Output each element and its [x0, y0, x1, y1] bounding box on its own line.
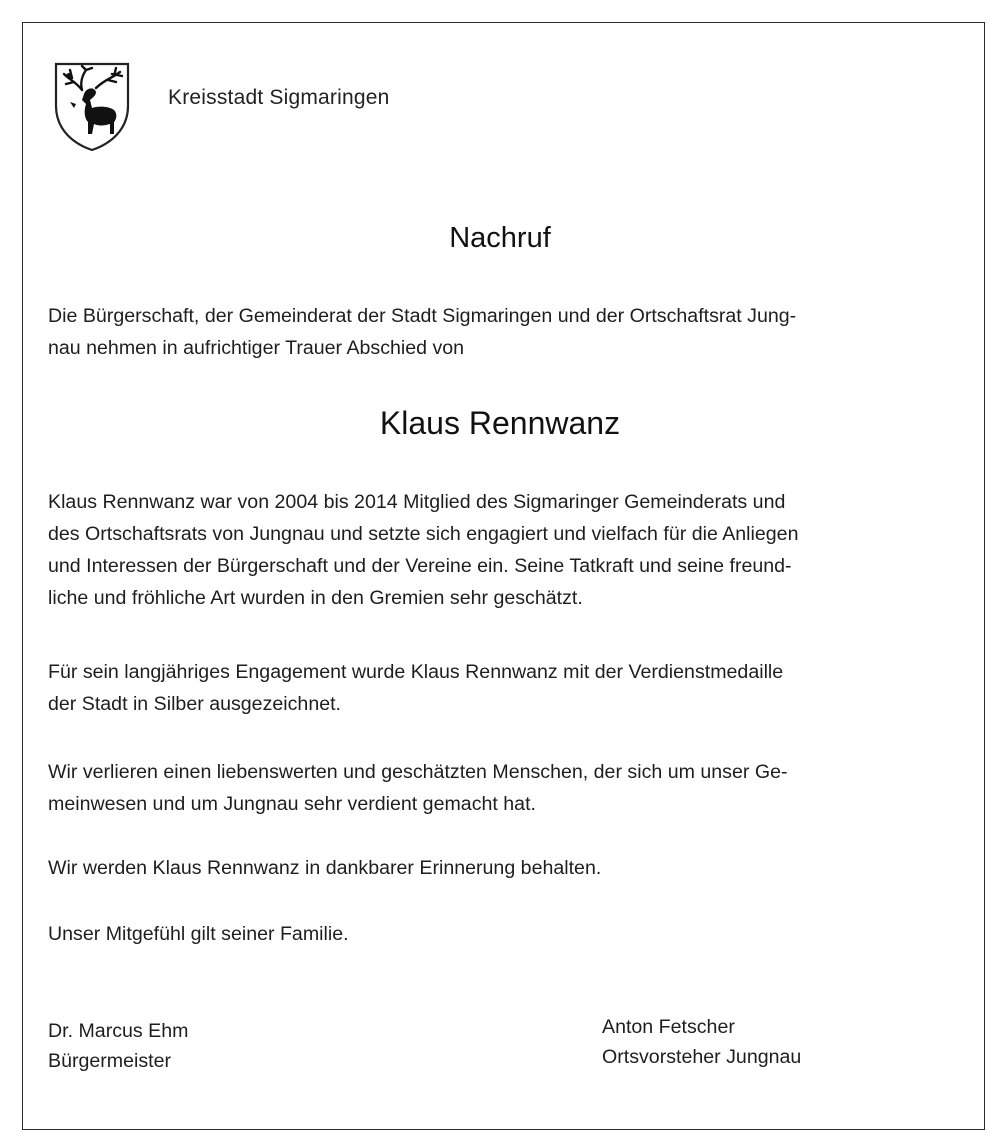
deceased-name: Klaus Rennwanz — [379, 405, 621, 441]
signatory-role: Bürgermeister — [48, 1050, 172, 1072]
paragraph-line: Klaus Rennwanz war von 2004 bis 2014 Mitglied des Sigmaringer Gemeinderats und — [48, 491, 786, 513]
paragraph-line: des Ortschaftsrats von Jungnau und setzte sich engagiert und vielfach für die Anliegen — [48, 523, 799, 545]
signature-right — [602, 1012, 801, 1072]
paragraph-line: Für sein langjähriges Engagement wurde Klaus Rennwanz mit der Verdienstmedaille — [48, 661, 784, 683]
town-name: Kreisstadt Sigmaringen — [168, 86, 390, 109]
memory-paragraph — [48, 852, 968, 884]
tribute-paragraph — [48, 486, 968, 614]
award-paragraph — [48, 656, 968, 720]
loss-paragraph — [48, 756, 968, 820]
paragraph-line: Wir verlieren einen liebenswerten und geschätzten Menschen, der sich um unser Ge- — [48, 761, 788, 783]
condolence-paragraph — [48, 918, 968, 950]
paragraph-line: Unser Mitgefühl gilt seiner Familie. — [48, 923, 349, 945]
paragraph-line: der Stadt in Silber ausgezeichnet. — [48, 693, 341, 715]
intro-paragraph — [48, 300, 968, 364]
signatory-name: Anton Fetscher — [602, 1016, 735, 1038]
paragraph-line: liche und fröhliche Art wurden in den Gremien sehr geschätzt. — [48, 587, 583, 609]
paragraph-line: Wir werden Klaus Rennwanz in dankbarer Erinnerung behalten. — [48, 857, 602, 879]
paragraph-line: und Interessen der Bürgerschaft und der Vereine ein. Seine Tatkraft und seine freund- — [48, 555, 792, 577]
signature-left — [48, 1016, 188, 1076]
intro-line: nau nehmen in aufrichtiger Trauer Abschied von — [48, 337, 465, 359]
deer-coat-of-arms-icon — [52, 60, 132, 152]
notice-title: Nachruf — [449, 222, 551, 254]
signatory-role: Ortsvorsteher Jungnau — [602, 1046, 802, 1068]
intro-line: Die Bürgerschaft, der Gemeinderat der Stadt Sigmaringen und der Ortschaftsrat Jung- — [48, 305, 797, 327]
signatory-name: Dr. Marcus Ehm — [48, 1020, 189, 1042]
paragraph-line: meinwesen und um Jungnau sehr verdient gemacht hat. — [48, 793, 536, 815]
